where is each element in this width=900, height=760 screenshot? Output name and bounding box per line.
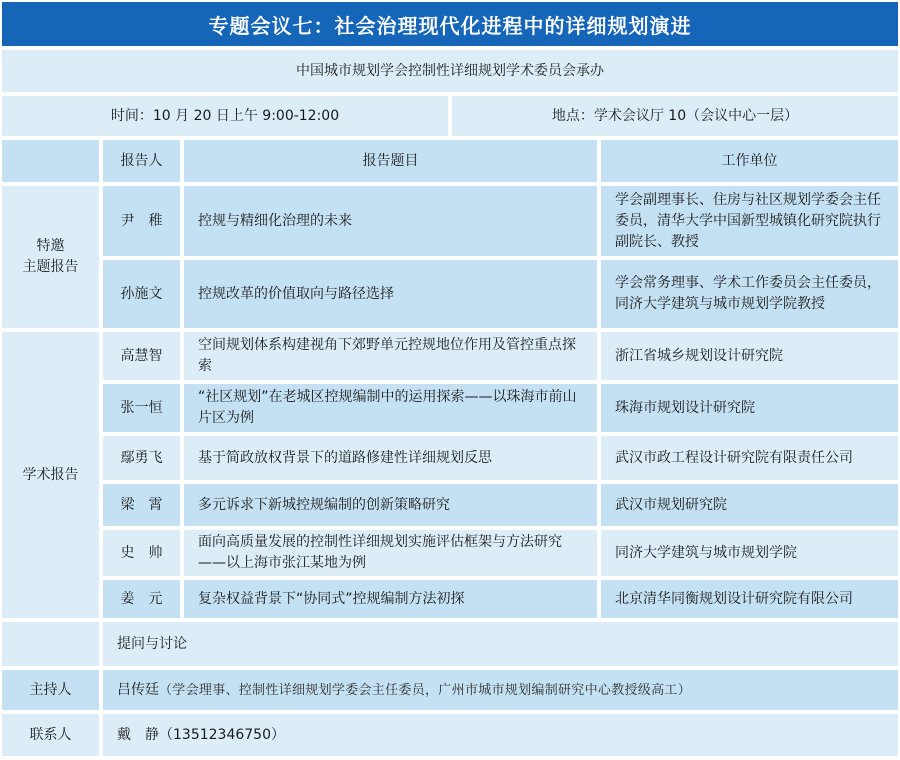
report-topic: 面向高质量发展的控制性详细规划实施评估框架与方法研究——以上海市张江某地为例 [184, 530, 597, 576]
report-affiliation: 武汉市规划研究院 [601, 484, 898, 526]
session-location: 地点：学术会议厅 10（会议中心一层） [452, 96, 898, 136]
section-academic: 学术报告 [2, 332, 99, 618]
keynote-topic: 控规与精细化治理的未来 [184, 186, 597, 256]
discussion-row: 提问与讨论 [103, 622, 898, 666]
report-speaker: 姜 元 [103, 580, 180, 618]
section-keynote-line1: 特邀 [36, 238, 65, 254]
report-affiliation: 浙江省城乡规划设计研究院 [601, 332, 898, 380]
report-speaker: 张一恒 [103, 384, 180, 432]
host-note: （学会理事、控制性详细规划学委会主任委员，广州市城市规划编制研究中心教授级高工） [159, 682, 692, 698]
session-time: 时间：10 月 20 日上午 9:00-12:00 [2, 96, 448, 136]
contact-label: 联系人 [2, 714, 99, 756]
keynote-affiliation: 学会副理事长、住房与社区规划学委会主任委员，清华大学中国新型城镇化研究院执行副院长、教授 [601, 186, 898, 256]
header-topic: 报告题目 [184, 140, 597, 182]
discussion-section-blank [2, 622, 99, 666]
report-speaker: 梁 霄 [103, 484, 180, 526]
host-row [103, 670, 898, 710]
organizer-line: 中国城市规划学会控制性详细规划学术委员会承办 [2, 50, 898, 92]
host-name: 吕传廷 [117, 681, 159, 698]
header-section-blank [2, 140, 99, 182]
header-affiliation: 工作单位 [601, 140, 898, 182]
report-affiliation: 武汉市政工程设计研究院有限责任公司 [601, 436, 898, 480]
report-speaker: 史 帅 [103, 530, 180, 576]
report-topic: 多元诉求下新城控规编制的创新策略研究 [184, 484, 597, 526]
keynote-topic: 控规改革的价值取向与路径选择 [184, 260, 597, 328]
report-topic: 复杂权益背景下“协同式”控规编制方法初探 [184, 580, 597, 618]
report-topic: 空间规划体系构建视角下郊野单元控规地位作用及管控重点探索 [184, 332, 597, 380]
report-topic: 基于简政放权背景下的道路修建性详细规划反思 [184, 436, 597, 480]
section-keynote [2, 186, 99, 328]
keynote-speaker: 孙施文 [103, 260, 180, 328]
section-keynote-line2: 主题报告 [22, 259, 79, 275]
report-speaker: 高慧智 [103, 332, 180, 380]
header-speaker: 报告人 [103, 140, 180, 182]
report-affiliation: 珠海市规划设计研究院 [601, 384, 898, 432]
report-topic: “社区规划”在老城区控规编制中的运用探索——以珠海市前山片区为例 [184, 384, 597, 432]
host-label: 主持人 [2, 670, 99, 710]
report-speaker: 鄢勇飞 [103, 436, 180, 480]
report-affiliation: 北京清华同衡规划设计研究院有限公司 [601, 580, 898, 618]
session-title: 专题会议七：社会治理现代化进程中的详细规划演进 [2, 2, 898, 46]
keynote-affiliation: 学会常务理事、学术工作委员会主任委员，同济大学建筑与城市规划学院教授 [601, 260, 898, 328]
keynote-speaker: 尹 稚 [103, 186, 180, 256]
report-affiliation: 同济大学建筑与城市规划学院 [601, 530, 898, 576]
contact-value: 戴 静（13512346750） [103, 714, 898, 756]
